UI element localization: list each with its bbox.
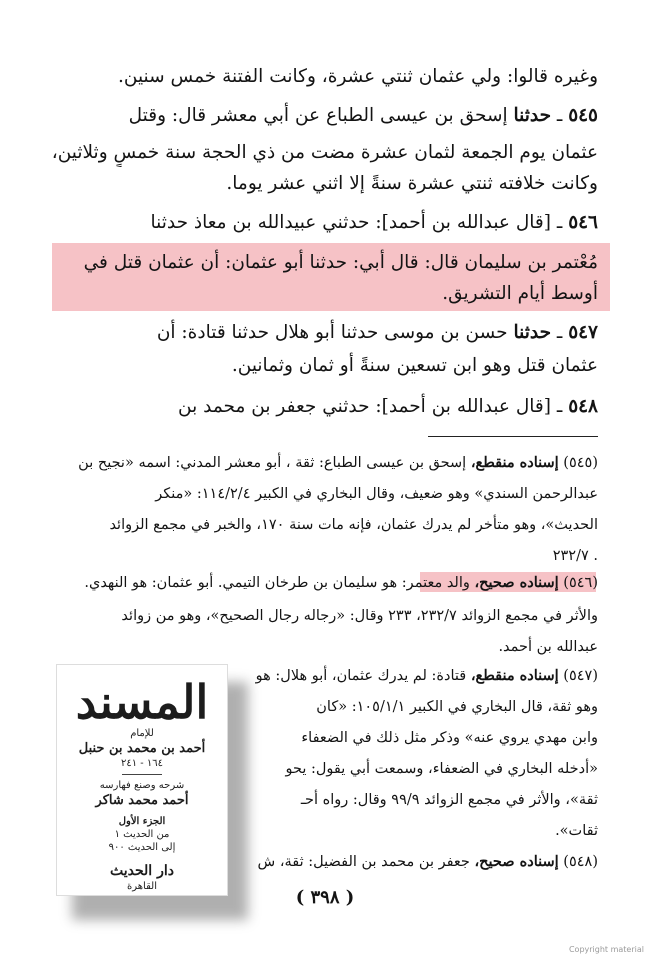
hadith-number: ٥٤٧ [568,322,598,343]
note-line: والأثر في مجمع الزوائد ٢٣٢/٧، ٢٣٣ وقال: «رجاله رجال الصحيح»، وهو من زوائد [121,608,598,624]
note-number: (٥٤٧) [563,668,598,684]
hadith-547: ٥٤٧ ـ حدثنا حسن بن موسى حدثنا أبو هلال حدثنا قتادة: أن [156,322,598,343]
book-cover [56,664,228,896]
cover-editor: أحمد محمد شاكر [95,793,189,808]
page-number: ( ٣٩٨ ) [295,887,355,908]
hadith-number: ٥٤٨ [568,396,598,417]
cover-publisher: دار الحديث [110,863,174,879]
note-line: ٢٣٢/٧ . [552,548,598,564]
note-label: إسناده منقطع، [470,454,559,471]
note-line: «أدخله البخاري في الضعفاء، وسمعت أبي يقول: يحو [285,761,598,777]
main-line: عثمان يوم الجمعة لثمان عشرة مضت من ذي الحجة سنة خمسٍ وثلاثين، [52,142,598,163]
note-label: إسناده صحيح، [474,574,559,591]
note-545 [52,452,598,474]
note-text: والد معتمر: هو سليمان بن طرخان التيمي. أبو عثمان: هو النهدي. [84,575,470,591]
cover-title: المسند [75,675,209,729]
hadith-label: [قال عبدالله بن أحمد]: [375,396,551,417]
hadith-text: إسحق بن عيسى الطباع عن أبي معشر قال: وقتل [128,105,508,126]
hadith-label: حدثنا [513,105,551,126]
note-number: (٥٤٨) [563,854,598,870]
note-line: الحديث»، وهو متأخر لم يدرك عثمان، فإنه مات سنة ١٧٠، والخبر في مجمع الزوائد [109,517,598,533]
cover-author: أحمد بن محمد بن حنبل [78,741,206,756]
note-line: ثقة»، والأثر في مجمع الزوائد ٩٩/٩ وقال: رواه أحـ [300,792,598,808]
main-line: وغيره قالوا: ولي عثمان ثنتي عشرة، وكانت الفتنة خمس سنين. [118,66,598,87]
book-cover-content [67,675,217,892]
cover-volume: الجزء الأول [118,816,166,827]
hadith-545: ٥٤٥ ـ حدثنا إسحق بن عيسى الطباع عن أبي معشر قال: وقتل [128,105,598,126]
note-546 [52,572,598,594]
note-text: قتادة: لم يدرك عثمان، أبو هلال: هو [255,668,467,684]
note-548 [250,851,598,873]
note-label: إسناده صحيح، [474,853,559,870]
note-text: جعفر بن محمد بن الفضيل: ثقة، ش [257,854,470,870]
hadith-546: ٥٤٦ ـ [قال عبدالله بن أحمد]: حدثني عبيدالله بن معاذ حدثنا [150,212,598,233]
hadith-label: حدثنا [513,322,551,343]
main-line: عثمان قتل وهو ابن تسعين سنةً أو ثمان وثمانين. [231,355,598,376]
note-label: إسناده منقطع، [470,667,559,684]
note-text: إسحق بن عيسى الطباع: ثقة ، أبو معشر المدني: اسمه «نجيح بن [78,455,467,471]
note-number: (٥٤٥) [563,455,598,471]
note-line: عبدالرحمن السندي» وهو ضعيف، وقال البخاري في الكبير ١١٤/٢/٤: «منكر [155,486,598,502]
note-line: عبدالله بن أحمد. [498,639,598,655]
footnote-divider [428,436,598,437]
cover-editor-label: شرحه وصنع فهارسه [99,780,185,791]
main-line: وكانت خلافته ثنتي عشرة سنةً إلا اثني عشر يوما. [226,173,598,194]
note-number: (٥٤٦) [563,575,598,591]
main-line: مُعْتمر بن سليمان قال: قال أبي: حدثنا أبو عثمان: أن عثمان قتل في [83,252,598,273]
cover-range-start: من الحديث ١ [114,829,170,840]
hadith-text: حدثني جعفر بن محمد بن [178,396,370,417]
cover-dates: ١٦٤ - ٢٤١ [121,758,163,769]
main-line: أوسط أيام التشريق. [442,283,598,304]
note-line: وابن مهدي يروي عنه» وذكر مثل ذلك في الضعفاء [301,730,598,746]
note-547 [250,665,598,687]
hadith-text: حدثني عبيدالله بن معاذ حدثنا [150,212,370,233]
hadith-number: ٥٤٥ [568,105,598,126]
watermark: Copyright material [568,945,644,954]
note-line: وهو ثقة، قال البخاري في الكبير ١٠٥/١/١: «كان [316,699,598,715]
hadith-text: حسن بن موسى حدثنا أبو هلال حدثنا قتادة: أن [156,322,508,343]
hadith-label: [قال عبدالله بن أحمد]: [375,212,551,233]
hadith-number: ٥٤٦ [568,212,598,233]
cover-divider [122,774,162,775]
cover-range-end: إلى الحديث ٩٠٠ [108,842,176,853]
note-line: ثقات». [555,823,598,839]
cover-city: القاهرة [127,881,157,892]
hadith-548: ٥٤٨ ـ [قال عبدالله بن أحمد]: حدثني جعفر بن محمد بن [178,396,598,417]
cover-imam-label: للإمام [130,728,154,739]
